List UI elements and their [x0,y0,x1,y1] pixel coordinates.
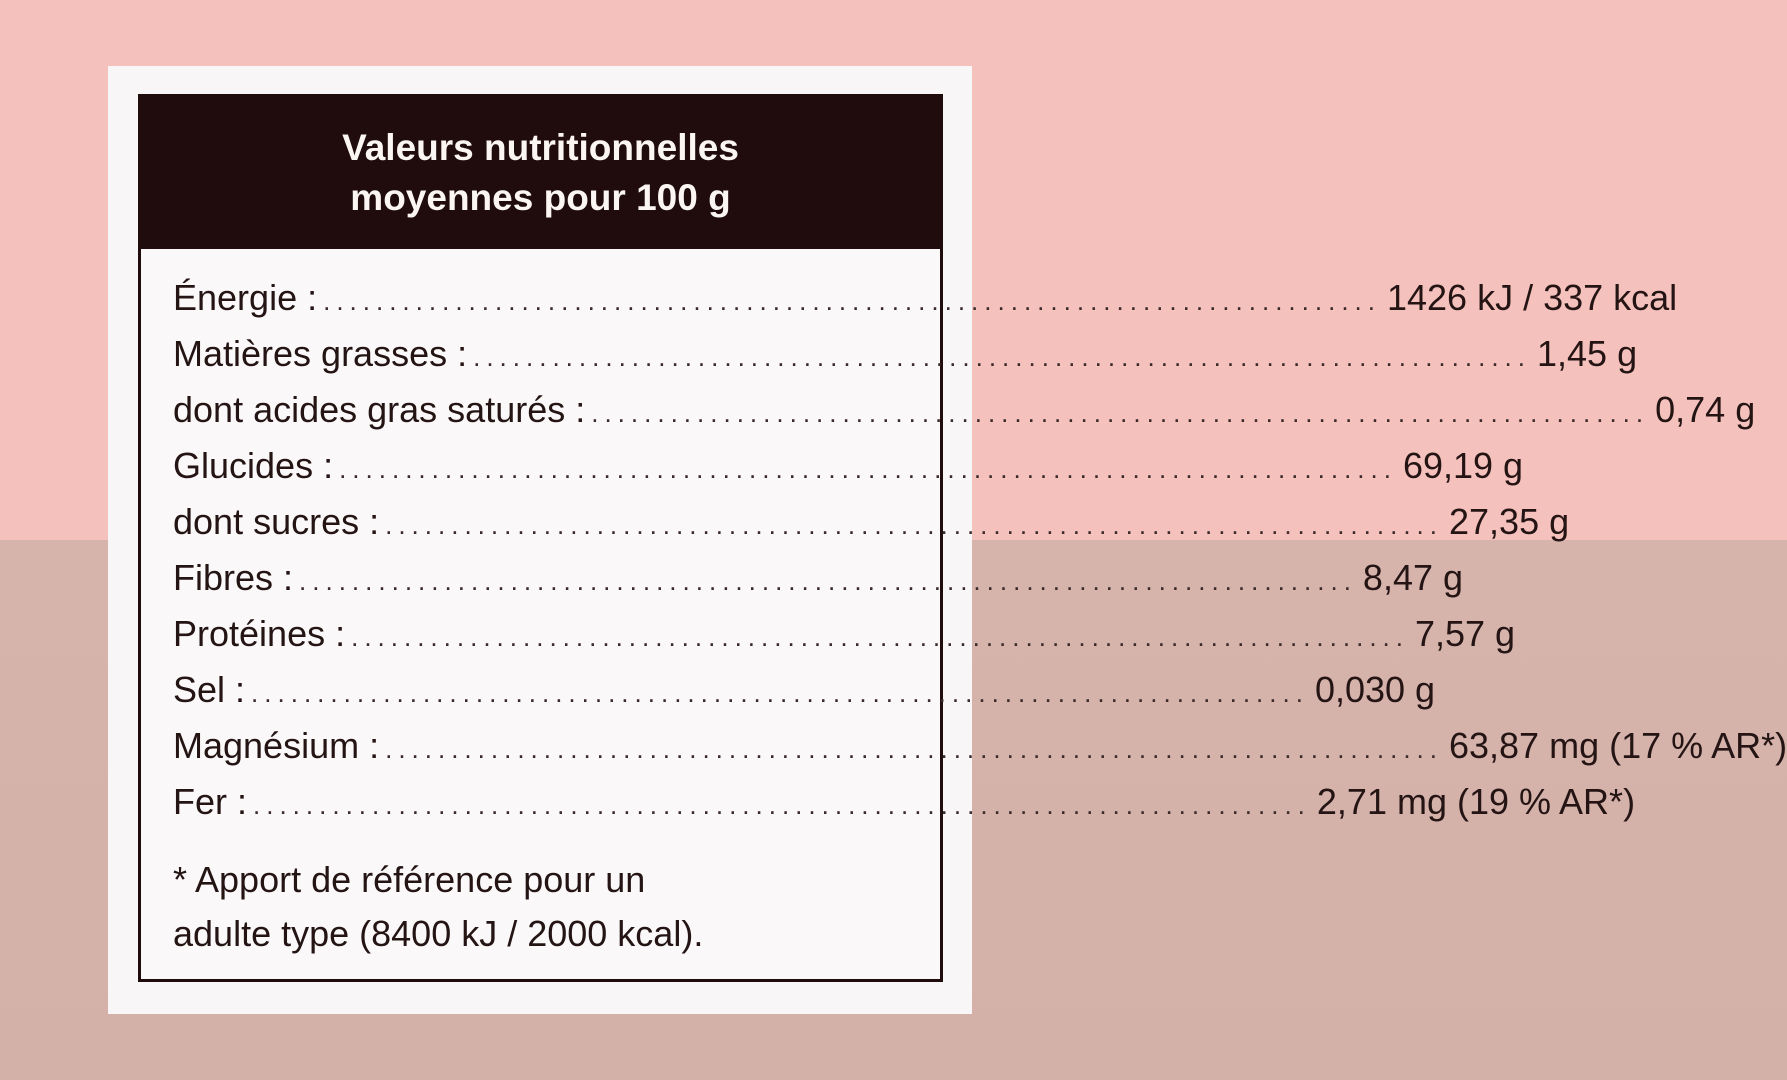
dot-leader: ................................................................................ [351,622,1409,652]
footnote [141,837,940,961]
header-title-line1: Valeurs nutritionnelles [342,127,739,168]
dot-leader: ................................................................................ [251,678,1309,708]
nutrient-value: 8,47 g [1362,557,1464,598]
nutrient-label: Protéines : [173,613,346,654]
nutrient-label: Matières grasses : [173,333,468,374]
nutrient-label: Glucides : [173,445,334,486]
nutrient-list [141,249,1787,837]
nutrient-label: Fibres : [173,557,294,598]
nutrient-row [173,389,1756,445]
nutrient-row [173,445,1524,501]
nutrient-label: dont sucres : [173,501,380,542]
nutrient-value: 7,57 g [1414,613,1516,654]
nutrient-row [173,557,1464,613]
dot-leader: ................................................................................ [323,286,1381,316]
nutrient-row [173,669,1436,725]
header-title-line2: moyennes pour 100 g [350,177,731,218]
nutrition-table [138,94,1787,982]
nutrition-card [108,66,1787,1014]
footnote-line2: adulte type (8400 kJ / 2000 kcal). [173,913,704,954]
table-header [141,97,940,249]
nutrient-row [173,781,1636,837]
nutrient-label: Fer : [173,781,248,822]
dot-leader: ................................................................................ [591,398,1650,428]
nutrient-label: Énergie : [173,277,318,318]
dot-leader: ................................................................................ [253,790,1311,820]
nutrient-label: dont acides gras saturés : [173,389,586,430]
nutrient-label: Magnésium : [173,725,380,766]
dot-leader: ................................................................................ [299,566,1357,596]
nutrient-row [173,333,1638,389]
dot-leader: ................................................................................ [385,510,1443,540]
nutrient-value: 2,71 mg (19 % AR*) [1316,781,1636,822]
footnote-line1: * Apport de référence pour un [173,859,646,900]
nutrient-value: 69,19 g [1402,445,1524,486]
nutrient-label: Sel : [173,669,246,710]
nutrient-row [173,725,1787,781]
nutrient-value: 0,74 g [1655,389,1756,430]
dot-leader: ................................................................................ [385,734,1443,764]
nutrient-value: 1426 kJ / 337 kcal [1386,277,1678,318]
dot-leader: ................................................................................ [339,454,1397,484]
nutrient-value: 27,35 g [1449,501,1570,542]
nutrient-value: 1,45 g [1537,333,1638,374]
nutrient-row [173,613,1516,669]
nutrient-value: 0,030 g [1314,669,1436,710]
dot-leader: ................................................................................ [473,342,1531,372]
nutrient-row [173,501,1570,557]
nutrient-value: 63,87 mg (17 % AR*) [1448,725,1787,766]
nutrient-row [173,277,1678,333]
